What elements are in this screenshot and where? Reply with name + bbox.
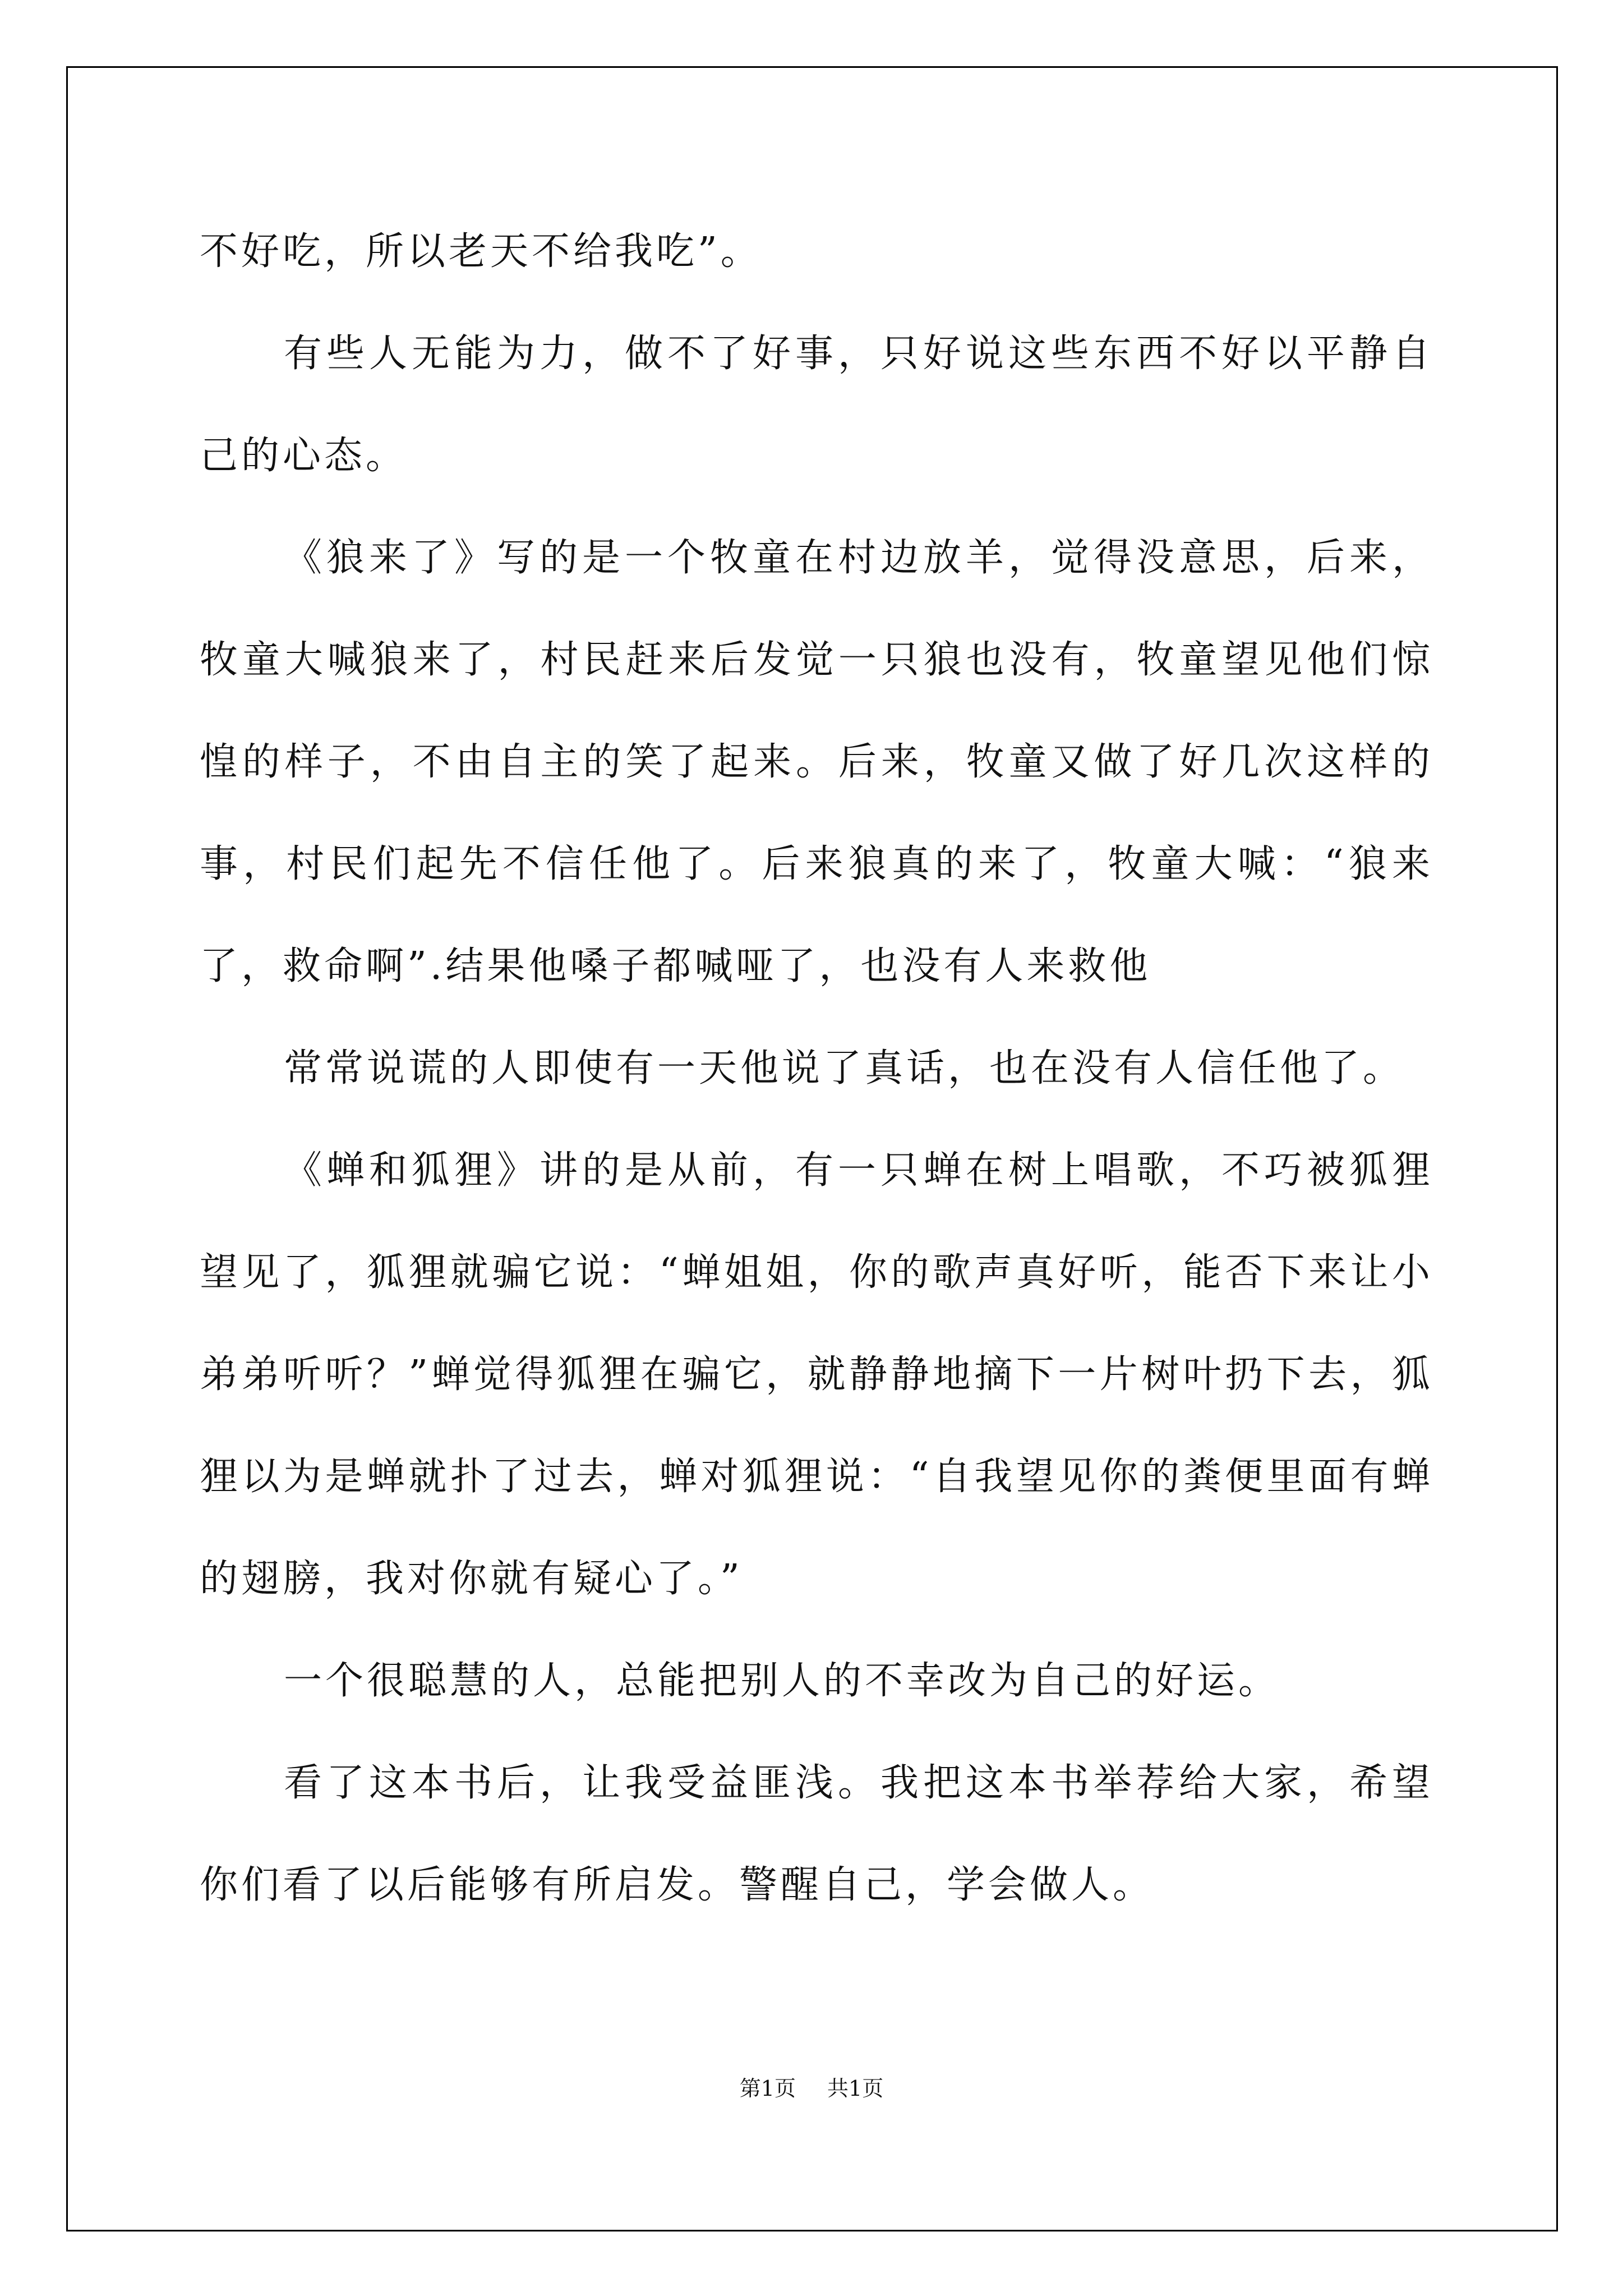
page-total: 共1页 — [827, 2076, 884, 2101]
page-footer — [0, 2071, 1623, 2102]
paragraph-1: 不好吃，所以老天不给我吃”。 — [200, 229, 762, 274]
paragraph-2: 有些人无能为力，做不了好事，只好说这些东西不好以平静自己的心态。 — [200, 332, 1433, 478]
document-body — [200, 201, 1433, 1936]
paragraph-7: 看了这本书后，让我受益匪浅。我把这本书举荐给大家，希望你们看了以后能够有所启发。警醒自己，学会做人。 — [200, 1761, 1433, 1907]
paragraph-6: 一个很聪慧的人，总能把别人的不幸改为自己的好运。 — [284, 1659, 1280, 1703]
page-number: 第1页 — [739, 2076, 796, 2101]
paragraph-4: 常常说谎的人即使有一天他说了真话，也在没有人信任他了。 — [284, 1046, 1405, 1091]
paragraph-3: 《狼来了》写的是一个牧童在村边放羊，觉得没意思，后来，牧童大喊狼来了，村民赶来后发觉一只狼也没有，牧童望见他们惊惶的样子，不由自主的笑了起来。后来，牧童又做了好几次这样的事，村民们起先不信任他了。后来狼真的来了，牧童大喊：“狼来了，救命啊”.结果他嗓子都喊哑了，也没有人来救他 — [200, 536, 1433, 988]
paragraph-5: 《蝉和狐狸》讲的是从前，有一只蝉在树上唱歌，不巧被狐狸望见了，狐狸就骗它说：“蝉姐姐，你的歌声真好听，能否下来让小弟弟听听？”蝉觉得狐狸在骗它，就静静地摘下一片树叶扔下去，狐狸以为是蝉就扑了过去，蝉对狐狸说：“自我望见你的粪便里面有蝉的翅膀，我对你就有疑心了。” — [200, 1148, 1433, 1601]
